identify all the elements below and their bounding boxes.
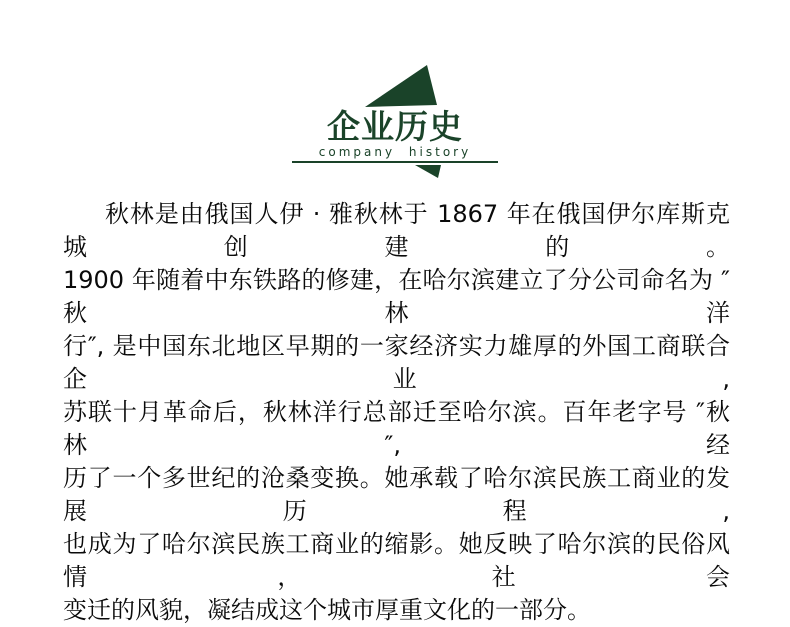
logo-subtitle: company history bbox=[318, 145, 472, 159]
logo-small-sail-icon bbox=[290, 163, 500, 180]
logo-title: 企业历史 bbox=[327, 107, 463, 146]
paragraph-line: 行″, 是中国东北地区早期的一家经济实力雄厚的外国工商联合企业, bbox=[63, 332, 730, 393]
paragraph-line: 秋林是由俄国人伊 · 雅秋林于 1867 年在俄国伊尔库斯克城创建的。 bbox=[63, 200, 730, 261]
paragraph-line: 苏联十月革命后，秋林洋行总部迁至哈尔滨。百年老字号 ″秋林″, 经 bbox=[63, 398, 730, 459]
paragraph-line: 1900 年随着中东铁路的修建，在哈尔滨建立了分公司命名为 ″秋林洋 bbox=[63, 266, 730, 327]
logo-sail-icon bbox=[290, 60, 500, 108]
paragraph-line: 历了一个多世纪的沧桑变换。她承载了哈尔滨民族工商业的发展历程, bbox=[63, 464, 730, 525]
paragraph-line: 变迁的风貌，凝结成这个城市厚重文化的一部分。 bbox=[63, 596, 591, 624]
paragraph-line: 也成为了哈尔滨民族工商业的缩影。她反映了哈尔滨的民俗风情，社会 bbox=[63, 530, 730, 591]
company-history-logo bbox=[290, 60, 500, 180]
history-paragraph bbox=[63, 198, 730, 627]
